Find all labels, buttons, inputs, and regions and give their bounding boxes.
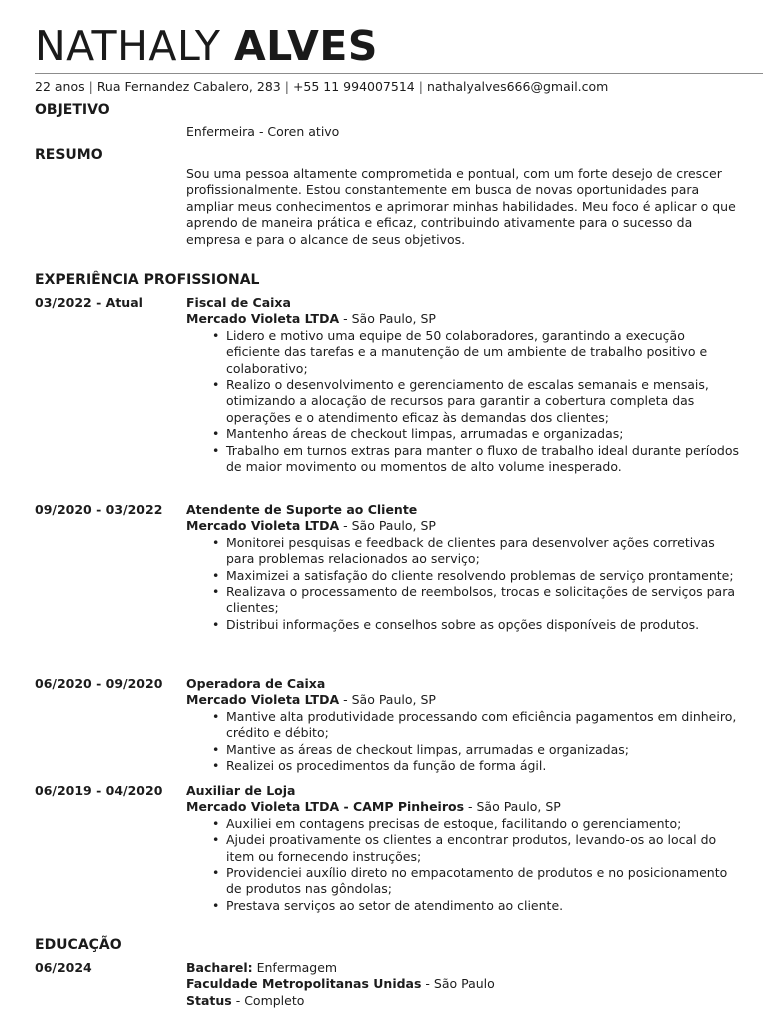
contact-separator: |	[418, 79, 423, 94]
education-entry	[186, 960, 742, 1009]
job-responsibilities	[186, 328, 742, 476]
job-entry	[186, 783, 742, 914]
school-name: Faculdade Metropolitanas Unidas	[186, 976, 422, 992]
list-item: • Maximizei a satisfação do cliente resolvendo problemas de serviço prontamente;	[226, 568, 742, 584]
job-responsibilities	[186, 816, 742, 914]
summary-heading: RESUMO	[35, 147, 103, 163]
status-line	[186, 993, 742, 1009]
contact-email: nathalyalves666@gmail.com	[426, 79, 609, 94]
status-label: Status	[186, 992, 232, 1008]
contact-separator: |	[88, 79, 93, 94]
contact-age: 22 anos	[35, 79, 85, 94]
degree-value: Enfermagem	[252, 960, 338, 975]
company-line	[186, 311, 742, 327]
company-name: Mercado Violeta LTDA	[186, 692, 340, 708]
first-name: NATHALY	[35, 22, 221, 70]
objective-text: Enfermeira - Coren ativo	[186, 124, 340, 139]
company-location: - São Paulo, SP	[339, 311, 436, 327]
list-item: • Mantenho áreas de checkout limpas, arrumadas e organizadas;	[226, 426, 742, 442]
contact-address: Rua Fernandez Cabalero, 283	[96, 79, 281, 94]
list-item: • Realizo o desenvolvimento e gerenciamento de escalas semanais e mensais, otimizando a alocação de recursos para garantir a cobertura completa das operações e o atendimento eficaz às demandas dos clientes;	[226, 377, 742, 426]
list-item: • Prestava serviços ao setor de atendimento ao cliente.	[226, 898, 742, 914]
job-responsibilities	[186, 709, 742, 775]
degree-label: Bacharel:	[186, 960, 253, 975]
job-dates: 09/2020 - 03/2022	[35, 502, 163, 517]
job-dates: 06/2019 - 04/2020	[35, 783, 163, 798]
last-name: ALVES	[233, 22, 378, 70]
experience-heading: EXPERIÊNCIA PROFISSIONAL	[35, 272, 260, 288]
company-name: Mercado Violeta LTDA	[186, 311, 340, 327]
contact-phone: +55 11 994007514	[292, 79, 415, 94]
job-entry	[186, 676, 742, 774]
list-item: • Realizei os procedimentos da função de forma ágil.	[226, 758, 742, 774]
company-line	[186, 692, 742, 708]
company-name: Mercado Violeta LTDA	[186, 518, 340, 534]
list-item: • Realizava o processamento de reembolsos, trocas e solicitações de serviços para clientes;	[226, 584, 742, 617]
education-heading: EDUCAÇÃO	[35, 937, 122, 953]
company-name: Mercado Violeta LTDA - CAMP Pinheiros	[186, 799, 465, 815]
candidate-name	[35, 18, 378, 74]
objective-heading: OBJETIVO	[35, 102, 110, 118]
degree-line	[186, 960, 742, 976]
header-divider	[35, 73, 763, 74]
company-line	[186, 799, 742, 815]
job-dates: 03/2022 - Atual	[35, 295, 143, 310]
status-value: - Completo	[231, 992, 305, 1008]
company-line	[186, 518, 742, 534]
job-dates: 06/2020 - 09/2020	[35, 676, 163, 691]
list-item: • Providenciei auxílio direto no empacotamento de produtos e no posicionamento de produtos nas gôndolas;	[226, 865, 742, 898]
job-entry	[186, 502, 742, 633]
list-item: • Trabalho em turnos extras para manter o fluxo de trabalho ideal durante períodos de maior movimento ou momentos de alto volume inesperado.	[226, 443, 742, 476]
summary-text: Sou uma pessoa altamente comprometida e pontual, com um forte desejo de crescer profissionalmente. Estou constantemente em busca de novas oportunidades para ampliar meus conhecimentos e aprimorar minhas habilidades. Meu foco é aplicar o que aprendo de maneira prática e eficaz, contribuindo ativamente para o sucesso da empresa e para o alcance de seus objetivos.	[186, 166, 736, 247]
job-title: Atendente de Suporte ao Cliente	[186, 502, 418, 517]
school-line	[186, 976, 742, 992]
job-entry	[186, 295, 742, 475]
list-item: • Distribui informações e conselhos sobre as opções disponíveis de produtos.	[226, 617, 742, 633]
list-item: • Ajudei proativamente os clientes a encontrar produtos, levando-os ao local do item ou fornecendo instruções;	[226, 832, 742, 865]
company-location: - São Paulo, SP	[464, 799, 561, 815]
list-item: • Auxiliei em contagens precisas de estoque, facilitando o gerenciamento;	[226, 816, 742, 832]
summary-section	[186, 166, 742, 248]
job-title: Fiscal de Caixa	[186, 295, 291, 310]
company-location: - São Paulo, SP	[339, 692, 436, 708]
contact-separator: |	[284, 79, 289, 94]
job-title: Auxiliar de Loja	[186, 783, 296, 798]
job-title: Operadora de Caixa	[186, 676, 326, 691]
school-location: - São Paulo	[421, 976, 495, 992]
list-item: • Monitorei pesquisas e feedback de clientes para desenvolver ações corretivas para problemas relacionados ao serviço;	[226, 535, 742, 568]
list-item: • Lidero e motivo uma equipe de 50 colaboradores, garantindo a execução eficiente das tarefas e a manutenção de um ambiente de trabalho positivo e colaborativo;	[226, 328, 742, 377]
contact-line	[35, 79, 608, 95]
education-date: 06/2024	[35, 960, 92, 975]
company-location: - São Paulo, SP	[339, 518, 436, 534]
list-item: • Mantive alta produtividade processando com eficiência pagamentos em dinheiro, crédito e débito;	[226, 709, 742, 742]
job-responsibilities	[186, 535, 742, 633]
list-item: • Mantive as áreas de checkout limpas, arrumadas e organizadas;	[226, 742, 742, 758]
